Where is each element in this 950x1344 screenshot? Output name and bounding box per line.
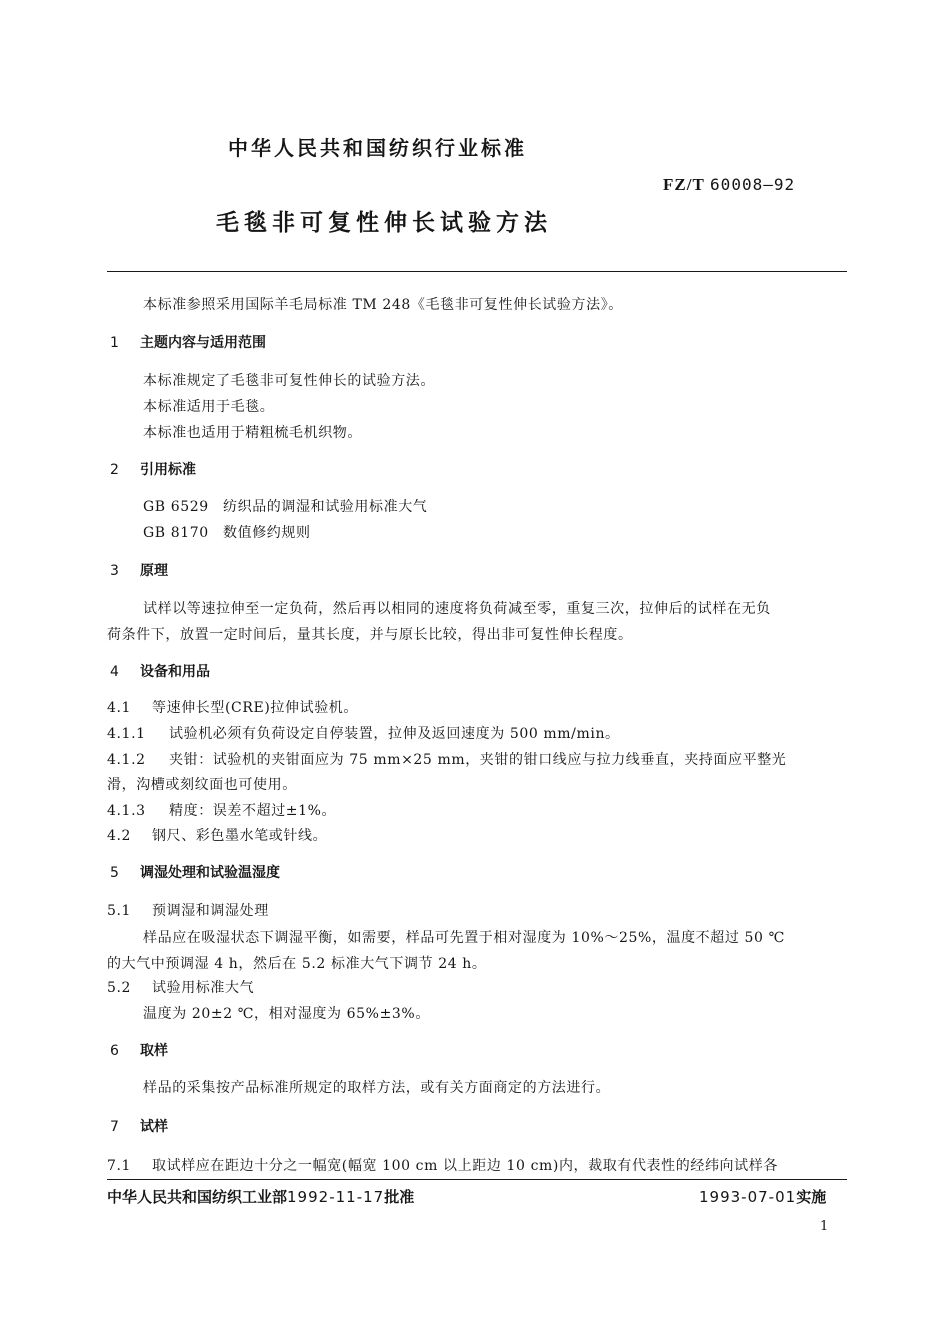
clause-5-2: 5.2 试验用标准大气: [107, 980, 255, 996]
header-divider: [107, 271, 847, 272]
section-1-paragraph-2: 本标准适用于毛毯。: [143, 399, 275, 415]
approval-statement: 中华人民共和国纺织工业部1992-11-17批准: [107, 1188, 415, 1206]
standard-code-prefix: FZ/T: [663, 175, 705, 194]
clause-4-1: 4.1 等速伸长型(CRE)拉伸试验机。: [107, 700, 358, 716]
reference-item: GB 8170 数值修约规则: [143, 525, 311, 541]
reference-item: GB 6529 纺织品的调湿和试验用标准大气: [143, 499, 428, 515]
issuing-organization: 中华人民共和国纺织行业标准: [228, 136, 527, 160]
section-2-heading: 2 引用标准: [110, 462, 196, 478]
section-3-heading: 3 原理: [110, 563, 168, 579]
section-7-heading: 7 试样: [110, 1119, 168, 1135]
section-3-line-2: 荷条件下，放置一定时间后，量其长度，并与原长比较，得出非可复性伸长程度。: [107, 627, 633, 643]
section-5-heading: 5 调湿处理和试验温湿度: [110, 865, 280, 881]
section-6-heading: 6 取样: [110, 1043, 168, 1059]
section-1-heading: 1 主题内容与适用范围: [110, 335, 266, 351]
clause-5-1: 5.1 预调湿和调湿处理: [107, 903, 269, 919]
clause-4-1-1: 4.1.1 试验机必须有负荷设定自停装置，拉伸及返回速度为 500 mm/min。: [107, 726, 620, 742]
clause-4-2: 4.2 钢尺、彩色墨水笔或针线。: [107, 828, 328, 844]
clause-7-1: 7.1 取试样应在距边十分之一幅宽(幅宽 100 cm 以上距边 10 cm)内，裁取有代表性的经纬向试样各: [107, 1158, 778, 1174]
clause-4-1-2-continued: 滑，沟槽或刻纹面也可使用。: [107, 777, 297, 793]
section-5-line-2: 的大气中预调湿 4 h，然后在 5.2 标准大气下调节 24 h。: [107, 956, 487, 972]
section-6-paragraph: 样品的采集按产品标准所规定的取样方法，或有关方面商定的方法进行。: [143, 1080, 611, 1096]
page-number: 1: [820, 1219, 829, 1234]
effective-statement: 1993-07-01实施: [699, 1188, 827, 1206]
clause-4-1-2: 4.1.2 夹钳：试验机的夹钳面应为 75 mm×25 mm，夹钳的钳口线应与拉力线垂直，夹持面应平整光: [107, 752, 787, 768]
footer-divider: [107, 1179, 847, 1180]
section-4-heading: 4 设备和用品: [110, 664, 210, 680]
section-5-line-3: 温度为 20±2 ℃，相对湿度为 65%±3%。: [143, 1006, 430, 1022]
clause-4-1-3: 4.1.3 精度：误差不超过±1%。: [107, 803, 337, 819]
standard-code-number: 60008—92: [710, 175, 796, 194]
section-1-paragraph-3: 本标准也适用于精粗梳毛机织物。: [143, 425, 362, 441]
intro-paragraph: 本标准参照采用国际羊毛局标准 TM 248《毛毯非可复性伸长试验方法》。: [143, 297, 623, 313]
section-5-line-1: 样品应在吸湿状态下调湿平衡，如需要，样品可先置于相对湿度为 10%～25%，温度不超过 50 ℃: [143, 930, 785, 946]
document-title: 毛毯非可复性伸长试验方法: [216, 210, 552, 236]
standard-code: [663, 175, 795, 195]
section-3-line-1: 试样以等速拉伸至一定负荷，然后再以相同的速度将负荷减至零，重复三次，拉伸后的试样在无负: [143, 601, 771, 617]
section-1-paragraph-1: 本标准规定了毛毯非可复性伸长的试验方法。: [143, 373, 435, 389]
